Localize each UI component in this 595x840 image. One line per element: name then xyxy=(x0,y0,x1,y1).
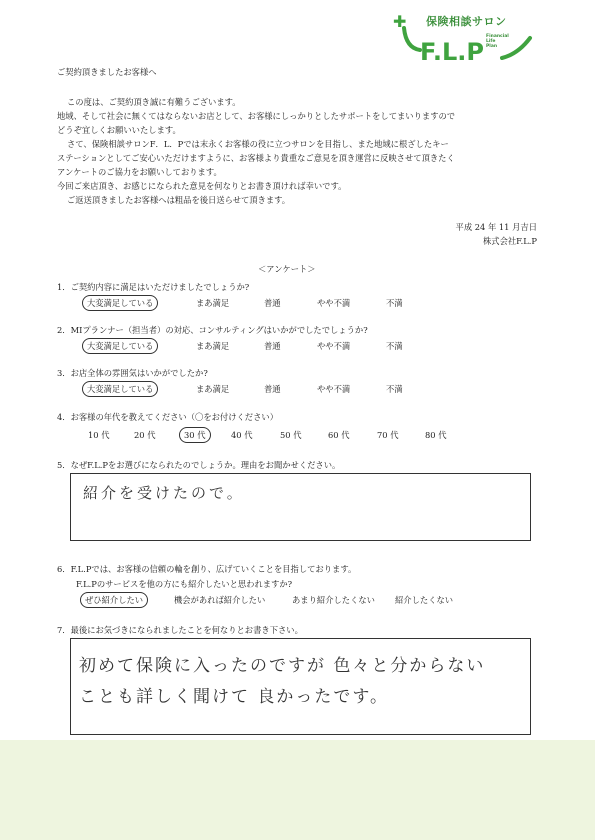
q6-option[interactable]: 機会があれば紹介したい xyxy=(174,595,266,605)
q6-option[interactable]: 紹介したくない xyxy=(395,595,454,605)
q4-option[interactable]: 60 代 xyxy=(328,430,350,440)
question-1: 1．ご契約内容に満足はいただけましたでしょうか? xyxy=(57,282,250,292)
q3-option-selected[interactable]: 大変満足している xyxy=(82,381,158,397)
q4-option[interactable]: 50 代 xyxy=(280,430,302,440)
letter-line: この度は、ご契約頂き誠に有難うございます。 xyxy=(67,97,241,107)
letter-line: どうぞ宜しくお願いいたします。 xyxy=(57,125,181,135)
logo-tagline: Financial Life Plan xyxy=(486,34,509,49)
q2-option[interactable]: 不満 xyxy=(386,341,403,351)
q7-handwritten-line-1: 初めて保険に入ったのですが 色々と分からない xyxy=(79,656,486,676)
q4-option-selected[interactable]: 30 代 xyxy=(179,427,211,443)
letter-date: 平成 24 年 11 月吉日 xyxy=(455,222,537,232)
footer-band xyxy=(0,740,595,840)
logo-brand-en: F.L.P xyxy=(420,38,484,66)
q1-option-selected[interactable]: 大変満足している xyxy=(82,295,158,311)
q1-option[interactable]: まあ満足 xyxy=(196,298,230,308)
q6-option-selected[interactable]: ぜひ紹介したい xyxy=(80,592,148,608)
q4-option[interactable]: 40 代 xyxy=(231,430,253,440)
q2-option-selected[interactable]: 大変満足している xyxy=(82,338,158,354)
q4-option[interactable]: 80 代 xyxy=(425,430,447,440)
question-2: 2．MIプランナー（担当者）の対応、コンサルティングはいかがでしたでしょうか? xyxy=(57,325,368,335)
letter-line: さて、保険相談サロンF．L．Pでは末永くお客様の役に立つサロンを目指し、また地域に根ざしたキー xyxy=(67,139,449,149)
q3-option[interactable]: 普通 xyxy=(264,384,281,394)
letter-line: ご返送頂きましたお客様へは粗品を後日送らせて頂きます。 xyxy=(67,195,291,205)
q4-option[interactable]: 70 代 xyxy=(377,430,399,440)
q4-option[interactable]: 20 代 xyxy=(134,430,156,440)
q5-answer-box[interactable] xyxy=(70,473,531,541)
question-3: 3．お店全体の雰囲気はいかがでしたか? xyxy=(57,368,208,378)
q2-option[interactable]: まあ満足 xyxy=(196,341,230,351)
q3-option[interactable]: まあ満足 xyxy=(196,384,230,394)
question-4: 4．お客様の年代を教えてください（〇をお付けください） xyxy=(57,412,278,422)
q3-option[interactable]: やや不満 xyxy=(317,384,351,394)
q5-handwritten-answer: 紹介を受けたので。 xyxy=(83,484,245,502)
letter-line: アンケートのご協力をお願いしております。 xyxy=(57,167,222,177)
flp-logo xyxy=(390,10,540,66)
survey-title: ＜アンケート＞ xyxy=(258,264,316,274)
q2-option[interactable]: やや不満 xyxy=(317,341,351,351)
plus-icon: ✚ xyxy=(393,12,407,31)
q3-option[interactable]: 不満 xyxy=(386,384,403,394)
q1-option[interactable]: 不満 xyxy=(386,298,403,308)
company-name: 株式会社F.L.P xyxy=(482,236,537,246)
q7-handwritten-line-2: ことも詳しく聞けて 良かったです。 xyxy=(79,687,390,707)
q1-option[interactable]: やや不満 xyxy=(317,298,351,308)
question-5: 5．なぜF.L.Pをお選びになられたのでしょうか。理由をお聞かせください。 xyxy=(57,460,341,470)
logo-brand-jp: 保険相談サロン xyxy=(426,15,507,28)
letter-line: ステーションとしてご安心いただけますように、お客様より貴重なご意見を頂き運営に反映させて頂きたく xyxy=(57,153,455,163)
q2-option[interactable]: 普通 xyxy=(264,341,281,351)
q6-option[interactable]: あまり紹介したくない xyxy=(292,595,375,605)
q4-option[interactable]: 10 代 xyxy=(88,430,110,440)
logo-mark xyxy=(390,24,540,66)
greeting: ご契約頂きましたお客様へ xyxy=(57,67,157,77)
q7-answer-box[interactable] xyxy=(70,638,531,735)
question-6-line-2: F.L.Pのサービスを他の方にも紹介したいと思われますか? xyxy=(76,579,293,589)
letter-line: 地域、そして社会に無くてはならないお店として、お客様にしっかりとしたサポートをしてまいりますので xyxy=(57,111,456,121)
letter-line: 今回ご来店頂き、お感じになられた意見を何なりとお書き頂ければ幸いです。 xyxy=(57,181,347,191)
question-6-line-1: 6．F.L.Pでは、お客様の信頼の輪を創り、広げていくことを目指しております。 xyxy=(57,564,357,574)
question-7: 7．最後にお気づきになられましたことを何なりとお書き下さい。 xyxy=(57,625,303,635)
q1-option[interactable]: 普通 xyxy=(264,298,281,308)
